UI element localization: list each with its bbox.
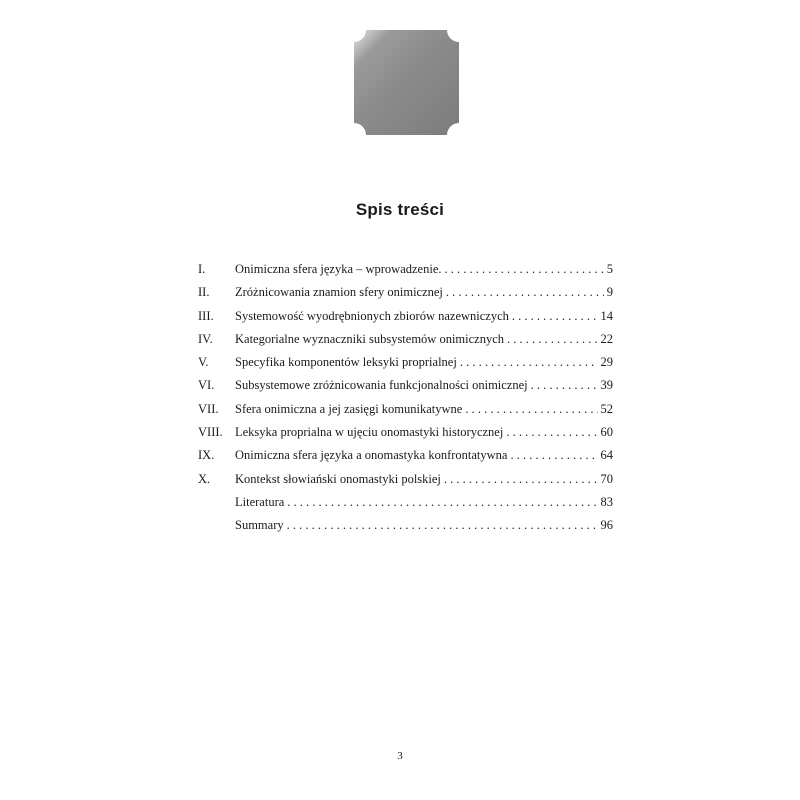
- toc-entry-page: 52: [600, 401, 613, 416]
- toc-entry-page: 29: [600, 355, 613, 370]
- toc-entry: [198, 377, 613, 400]
- toc-entry-title: Summary: [235, 518, 284, 533]
- toc-entry-title: Literatura: [235, 494, 285, 509]
- table-of-contents: [198, 261, 613, 541]
- toc-entry: [198, 401, 613, 424]
- toc-entry-number: IX.: [198, 448, 215, 463]
- toc-leader-dots: [512, 308, 598, 325]
- toc-entry-number: II.: [198, 285, 210, 300]
- toc-entry-title: Subsystemowe zróżnicowania funkcjonalności onimicznej: [235, 378, 528, 393]
- toc-entry-title: Sfera onimiczna a jej zasięgi komunikatywne: [235, 401, 463, 416]
- toc-entry: [198, 494, 613, 517]
- toc-entry: [198, 308, 613, 331]
- toc-leader-dots: [507, 331, 597, 348]
- toc-entry-number: V.: [198, 355, 209, 370]
- toc-entry-number: X.: [198, 471, 211, 486]
- toc-leader-dots: [287, 494, 597, 511]
- page-title: Spis treści: [355, 200, 445, 219]
- toc-entry-title: Kategorialne wyznaczniki subsystemów onimicznych: [235, 331, 505, 346]
- toc-entry-page: 39: [600, 378, 613, 393]
- toc-entry-number: IV.: [198, 331, 213, 346]
- toc-leader-dots: [465, 401, 597, 418]
- toc-entry-page: 22: [600, 331, 613, 346]
- toc-leader-dots: [510, 447, 597, 464]
- rounded-square-ornament-icon: [354, 30, 459, 135]
- toc-leader-dots: [445, 261, 604, 278]
- toc-entry: [198, 447, 613, 470]
- toc-entry: [198, 424, 613, 447]
- toc-entry-title: Zróżnicowania znamion sfery onimicznej: [235, 285, 443, 300]
- toc-entry-title: Specyfika komponentów leksyki proprialnej: [235, 355, 457, 370]
- toc-entry-title: Leksyka proprialna w ujęciu onomastyki historycznej: [235, 425, 504, 440]
- toc-leader-dots: [506, 424, 597, 441]
- toc-entry-title: Systemowość wyodrębnionych zbiorów nazewniczych: [235, 308, 509, 323]
- toc-entry-number: I.: [198, 262, 206, 276]
- toc-entry: [198, 331, 613, 354]
- toc-entry-number: III.: [198, 308, 214, 323]
- toc-entry-number: VI.: [198, 378, 215, 393]
- page-number: 3: [397, 750, 403, 762]
- toc-entry-page: 60: [600, 425, 613, 440]
- toc-leader-dots: [460, 354, 598, 371]
- toc-entry-title: Onimiczna sfera języka a onomastyka konfrontatywna: [235, 448, 508, 463]
- toc-entry: [198, 517, 613, 540]
- toc-entry-page: 14: [600, 308, 613, 323]
- toc-entry-title: Kontekst słowiański onomastyki polskiej: [235, 471, 441, 486]
- toc-entry-title: Onimiczna sfera języka – wprowadzenie.: [235, 262, 442, 276]
- toc-entry: [198, 284, 613, 307]
- toc-entry-page: 96: [600, 518, 613, 533]
- toc-leader-dots: [531, 377, 598, 394]
- toc-entry: [198, 354, 613, 377]
- toc-entry-number: VII.: [198, 401, 219, 416]
- toc-entry-page: 83: [600, 494, 613, 509]
- toc-leader-dots: [444, 471, 598, 488]
- toc-entry-page: 64: [600, 448, 613, 463]
- toc-entry: [198, 261, 613, 284]
- toc-entry-number: VIII.: [198, 425, 223, 440]
- toc-entry-page: 70: [600, 471, 613, 486]
- toc-leader-dots: [287, 517, 598, 534]
- toc-entry-page: 9: [606, 285, 613, 300]
- toc-entry-page: 5: [606, 262, 613, 276]
- toc-leader-dots: [446, 284, 604, 301]
- toc-entry: [198, 471, 613, 494]
